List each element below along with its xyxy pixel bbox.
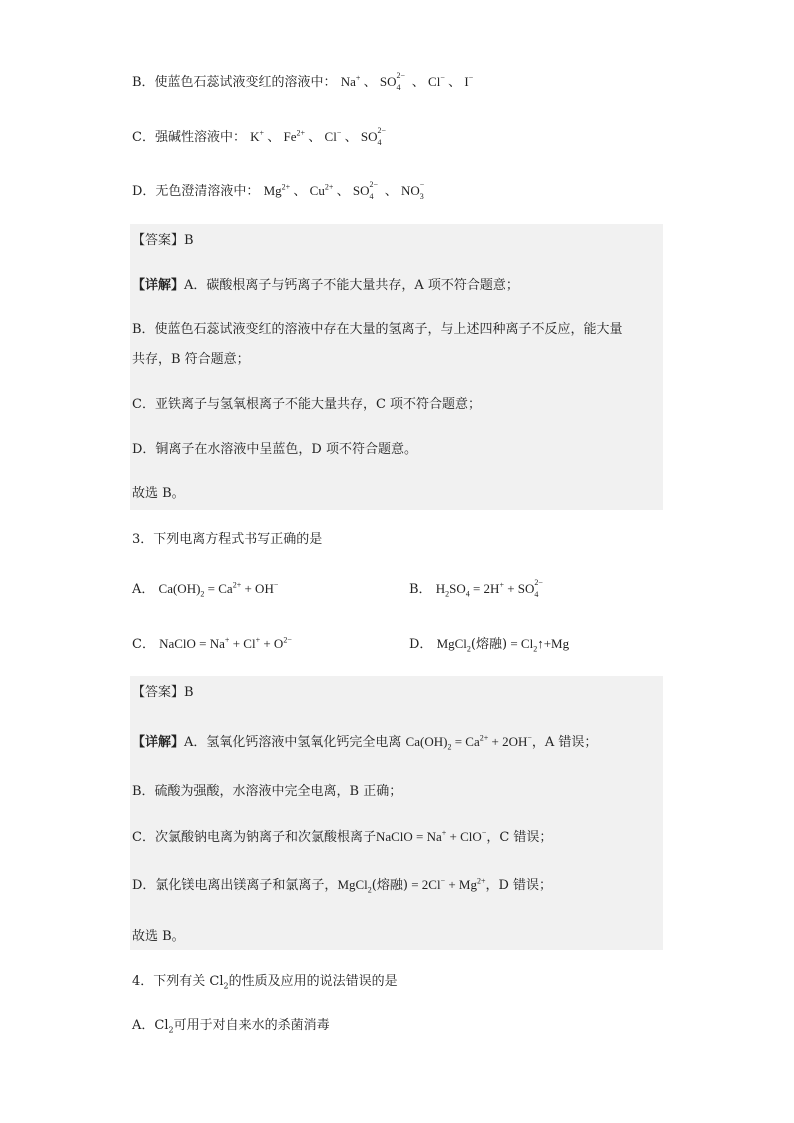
q3-conclusion: 故选 B。 (132, 929, 185, 944)
q3-answer-box (130, 676, 663, 950)
q2-detail-b1: B．使蓝色石蕊试液变红的溶液中存在大量的氢离子，与上述四种离子不反应，能大量 (132, 322, 623, 337)
q2-detail-b2: 共存，B 符合题意； (132, 352, 250, 367)
q2-answer: 【答案】B (132, 233, 194, 248)
q2-detail-c: C．亚铁离子与氢氧根离子不能大量共存，C 项不符合题意； (132, 397, 482, 412)
q3-detail-c: C．次氯酸钠电离为钠离子和次氯酸根离子NaClO = Na+ + ClO−，C 错误； (132, 828, 553, 845)
q2-detail-d: D．铜离子在水溶液中呈蓝色，D 项不符合题意。 (132, 442, 417, 457)
q2-detail-a: 【详解】A．碳酸根离子与钙离子不能大量共存，A 项不符合题意； (132, 278, 519, 293)
q3-option-d: D． MgCl$_2$(熔融) = $Cl_2↑+Mg$ (409, 636, 570, 654)
q4-option-a: A．$Cl_2$可用于对自来水的杀菌消毒 (132, 1018, 330, 1035)
q3-option-a: A． $Ca(OH)_2 = Ca^{2+} + OH^-$ (132, 580, 279, 599)
q2-option-d-ions: $Mg^{2+}$ 、 $Cu^{2+}$ 、 SO 2− 4 、 NO − 3 (263, 180, 425, 201)
q2-option-c-ions: K+ 、 $Fe^{2+}$ 、 Cl− 、 SO 2− 4 (250, 126, 387, 147)
q3-answer: 【答案】B (132, 685, 194, 700)
q4-stem: 4．下列有关 $Cl_2$的性质及应用的说法错误的是 (132, 974, 398, 991)
q3-detail-d: D．氯化镁电离出镁离子和氯离子，MgCl$_2$(熔融) = $2Cl^- + Mg^{2+}$，D 错误； (132, 876, 553, 895)
q3-stem: 3．下列电离方程式书写正确的是 (132, 532, 323, 547)
q3-option-b: B． $H_2SO_4 = 2H^+$ + SO 2− 4 (409, 578, 543, 599)
q3-option-c: C． NaClO = $Na^+ + Cl^+ + O^{2-}$ (132, 635, 292, 652)
q2-conclusion: 故选 B。 (132, 486, 185, 501)
q3-detail-b: B．硫酸为强酸，水溶液中完全电离，B 正确； (132, 784, 403, 799)
q2-option-c: C．强碱性溶液中： K+ 、 $Fe^{2+}$ 、 Cl− 、 SO 2− 4 (132, 128, 390, 147)
q2-option-d: D．无色澄清溶液中： $Mg^{2+}$ 、 $Cu^{2+}$ 、 SO 2− 4 、 NO − 3 (132, 182, 432, 201)
q2-option-b: B．使蓝色石蕊试液变红的溶液中： Na+ 、 SO 2− 4 、 Cl− 、 I− (132, 71, 474, 92)
q3-detail-a: 【详解】A．氢氧化钙溶液中氢氧化钙完全电离 $Ca(OH)_2 = Ca^{2+} + 2OH^-$，A 错误； (132, 733, 598, 752)
q2-option-b-ions: Na+ 、 SO 2− 4 、 Cl− 、 I− (340, 71, 474, 92)
